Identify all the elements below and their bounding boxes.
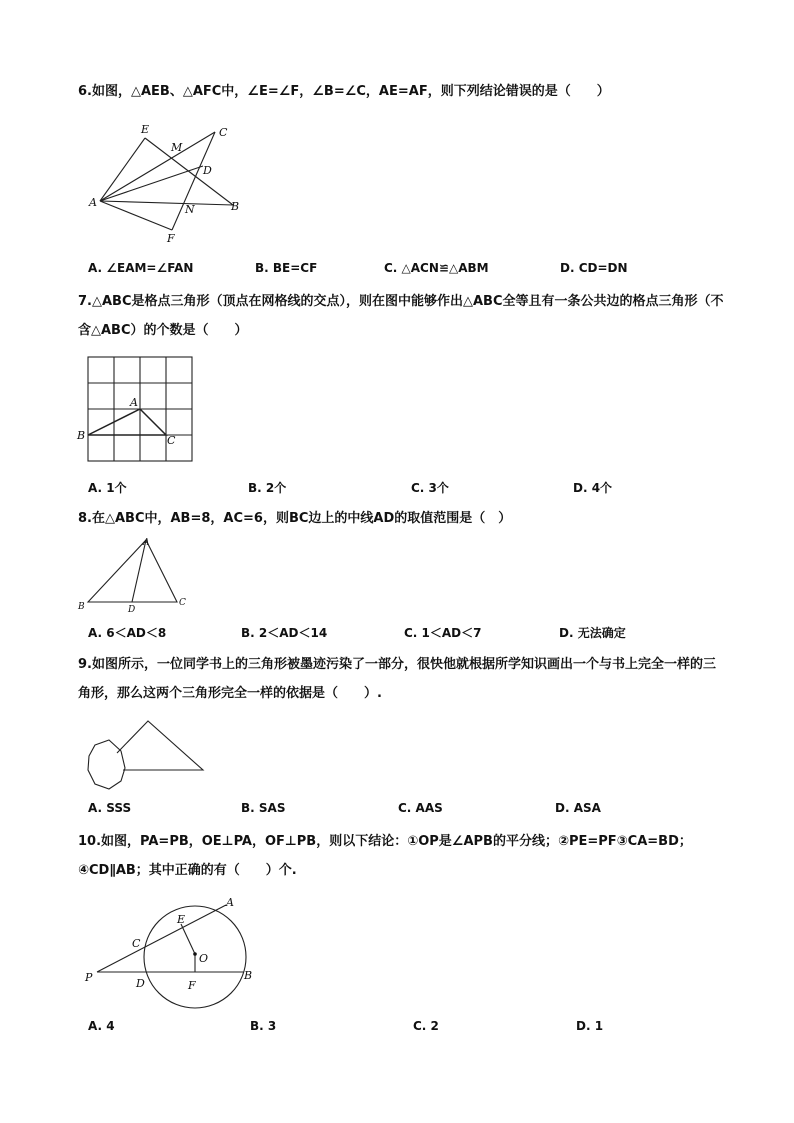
median-ad	[132, 540, 146, 602]
question-7-options	[88, 479, 728, 497]
option-d[interactable]: D. 无法确定	[559, 626, 626, 640]
triangle-abc	[88, 540, 177, 602]
question-10-circle-figure	[80, 893, 265, 1003]
triangle-abc	[88, 409, 166, 435]
question-8-options	[88, 624, 728, 642]
segment-ae	[100, 138, 145, 201]
question-6-stem: 6.如图，△AEB、△AFC中，∠E=∠F，∠B=∠C，AE=AF，则下列结论错误的是（ ）	[78, 84, 610, 99]
option-c[interactable]: C. 3个	[411, 481, 449, 495]
label-c: C	[219, 126, 228, 139]
option-a[interactable]: A. ∠EAM=∠FAN	[88, 261, 194, 275]
label-n: N	[185, 203, 195, 216]
option-b[interactable]: B. BE=CF	[255, 261, 318, 275]
option-a[interactable]: A. SSS	[88, 801, 132, 815]
option-b[interactable]: B. 3	[250, 1019, 277, 1033]
label-p: P	[85, 971, 93, 984]
question-6-options	[88, 261, 728, 279]
label-a: A	[89, 196, 97, 209]
segment-af	[100, 201, 172, 230]
option-a[interactable]: A. 4	[88, 1019, 115, 1033]
question-8-figure	[75, 535, 195, 615]
triangle-visible-part	[117, 721, 203, 770]
label-c: C	[167, 434, 176, 447]
option-c[interactable]: C. 2	[413, 1019, 439, 1033]
option-d[interactable]: D. CD=DN	[560, 261, 628, 275]
question-10-options	[88, 1019, 728, 1037]
label-b: B	[231, 200, 240, 213]
label-a: A	[226, 896, 234, 909]
segment-oe	[181, 924, 195, 954]
label-f: F	[167, 232, 175, 245]
option-b[interactable]: B. SAS	[241, 801, 286, 815]
label-d: D	[203, 164, 212, 177]
label-a: A	[130, 396, 138, 409]
option-b[interactable]: B. 2＜AD＜14	[241, 626, 328, 640]
label-b: B	[78, 602, 85, 612]
label-a: A	[143, 538, 150, 548]
label-o: O	[199, 952, 209, 965]
label-b: B	[77, 429, 86, 442]
option-d[interactable]: D. ASA	[555, 801, 601, 815]
option-b[interactable]: B. 2个	[248, 481, 287, 495]
option-a[interactable]: A. 6＜AD＜8	[88, 626, 167, 640]
segment-ac	[100, 132, 215, 201]
question-9-ink-triangle-figure	[85, 718, 210, 793]
label-e: E	[141, 123, 150, 136]
question-9-options	[88, 801, 728, 819]
ink-blot	[88, 740, 125, 789]
option-c[interactable]: C. △ACN≌△ABM	[384, 261, 489, 275]
center-point-o	[193, 952, 197, 956]
question-10-stem: 10.如图，PA=PB，OE⊥PA，OF⊥PB，则以下结论：①OP是∠APB的平分线；②PE=PF③CA=BD；④CD∥AB；其中正确的有（ ）个.	[78, 834, 692, 878]
question-6-figure	[85, 118, 260, 248]
label-m: M	[171, 141, 183, 154]
question-9-stem: 9.如图所示，一位同学书上的三角形被墨迹污染了一部分，很快他就根据所学知识画出一个与书上完全一样的三角形，那么这两个三角形完全一样的依据是（ ）.	[78, 657, 716, 701]
option-c[interactable]: C. 1＜AD＜7	[404, 626, 482, 640]
label-d: D	[136, 977, 145, 990]
segment-ab	[100, 201, 233, 205]
question-8-stem: 8.在△ABC中，AB=8，AC=6，则BC边上的中线AD的取值范围是（ ）	[78, 511, 512, 526]
label-e: E	[177, 913, 186, 926]
option-d[interactable]: D. 1	[576, 1019, 604, 1033]
option-d[interactable]: D. 4个	[573, 481, 613, 495]
question-7-stem: 7.△ABC是格点三角形（顶点在网格线的交点），则在图中能够作出△ABC全等且有一条公共边的格点三角形（不含△ABC）的个数是（ ）	[78, 294, 724, 338]
option-a[interactable]: A. 1个	[88, 481, 127, 495]
option-c[interactable]: C. AAS	[398, 801, 443, 815]
label-f: F	[188, 979, 196, 992]
label-b: B	[244, 969, 253, 982]
label-d: D	[128, 605, 136, 615]
label-c: C	[179, 598, 186, 608]
question-7-grid-figure	[75, 355, 205, 470]
label-c: C	[132, 937, 141, 950]
